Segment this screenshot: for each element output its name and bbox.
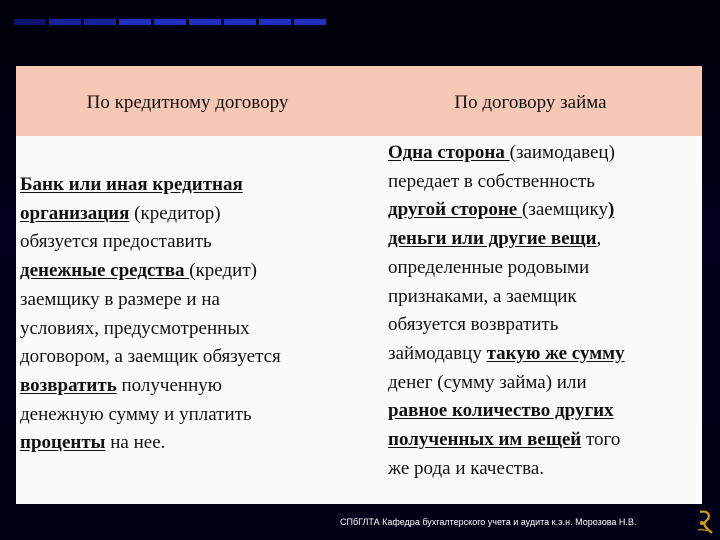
text-segment: на нее. xyxy=(105,432,166,454)
text-segment: другой стороне xyxy=(388,199,522,221)
text-segment: обязуется возвратить xyxy=(388,314,559,336)
text-segment: (кредит) xyxy=(189,260,257,282)
credit-agreement-text xyxy=(20,136,360,504)
left-line xyxy=(20,375,222,397)
left-line xyxy=(20,404,252,426)
text-segment: денежную сумму и уплатить xyxy=(20,403,252,425)
right-line xyxy=(388,429,620,451)
right-line xyxy=(388,343,625,365)
left-line xyxy=(20,231,212,253)
right-line xyxy=(388,372,587,394)
right-line xyxy=(388,458,544,480)
header-loan-agreement: По договору займа xyxy=(454,92,607,113)
deco-segment xyxy=(14,19,46,25)
text-segment: деньги или другие вещи xyxy=(388,228,597,250)
left-line xyxy=(20,289,220,311)
left-line xyxy=(20,346,281,368)
text-segment: денежные средства xyxy=(20,260,190,282)
logo-icon xyxy=(694,508,716,536)
table-header-row xyxy=(16,66,702,136)
deco-segment xyxy=(294,19,326,25)
text-segment: организация xyxy=(20,202,130,224)
left-line xyxy=(20,318,250,340)
right-line xyxy=(388,314,558,336)
left-line xyxy=(20,203,221,225)
text-segment: равное количество других xyxy=(388,400,614,422)
deco-segment xyxy=(259,19,291,25)
text-segment: (заимодавец) xyxy=(509,142,615,163)
text-segment: условиях, предусмотренных xyxy=(20,317,250,339)
deco-segment xyxy=(49,19,81,25)
left-line xyxy=(20,260,257,282)
text-segment: Банк или иная кредитная xyxy=(20,174,243,195)
footer-credits: СПбГЛТА Кафедра бухгалтерского учета и аудита к.э.н. Морозова Н.В. xyxy=(340,517,637,527)
text-segment: ) xyxy=(607,199,615,221)
deco-segment xyxy=(119,19,151,25)
right-line xyxy=(388,199,614,221)
text-segment: проценты xyxy=(20,432,106,454)
right-line xyxy=(388,142,615,164)
text-segment: такую же сумму xyxy=(486,342,625,364)
text-segment: полученных им вещей xyxy=(388,429,582,450)
comparison-table xyxy=(16,66,702,504)
text-segment: (кредитор) xyxy=(129,202,221,224)
text-segment: того xyxy=(581,429,621,450)
left-line xyxy=(20,432,165,454)
deco-segment xyxy=(189,19,221,25)
text-segment: займодавцу xyxy=(388,342,487,364)
text-segment: Одна сторона xyxy=(388,142,510,163)
text-segment: обязуется предоставить xyxy=(20,231,212,253)
text-segment: признаками, а заемщик xyxy=(388,285,577,307)
right-line xyxy=(388,286,577,308)
header-credit-agreement: По кредитному договору xyxy=(86,92,289,113)
text-segment: денег (сумму займа) или xyxy=(388,371,587,393)
text-segment: (заемщику xyxy=(522,199,608,221)
text-segment: возвратить xyxy=(20,374,117,396)
loan-agreement-text xyxy=(388,136,702,504)
text-segment: заемщику в размере и на xyxy=(20,288,220,310)
right-line xyxy=(388,400,614,422)
text-segment: передает в собственность xyxy=(388,170,595,192)
table-body-row xyxy=(16,136,702,504)
text-segment: полученную xyxy=(116,374,222,396)
right-line xyxy=(388,257,589,279)
decorative-bar xyxy=(14,19,326,25)
text-segment: договором, а заемщик обязуется xyxy=(20,346,281,368)
deco-segment xyxy=(84,19,116,25)
deco-segment xyxy=(224,19,256,25)
left-line xyxy=(20,174,243,196)
deco-segment xyxy=(154,19,186,25)
text-segment: , xyxy=(596,228,602,250)
text-segment: определенные родовыми xyxy=(388,256,590,278)
right-line xyxy=(388,228,601,250)
text-segment: же рода и качества. xyxy=(388,457,544,479)
right-line xyxy=(388,171,595,193)
